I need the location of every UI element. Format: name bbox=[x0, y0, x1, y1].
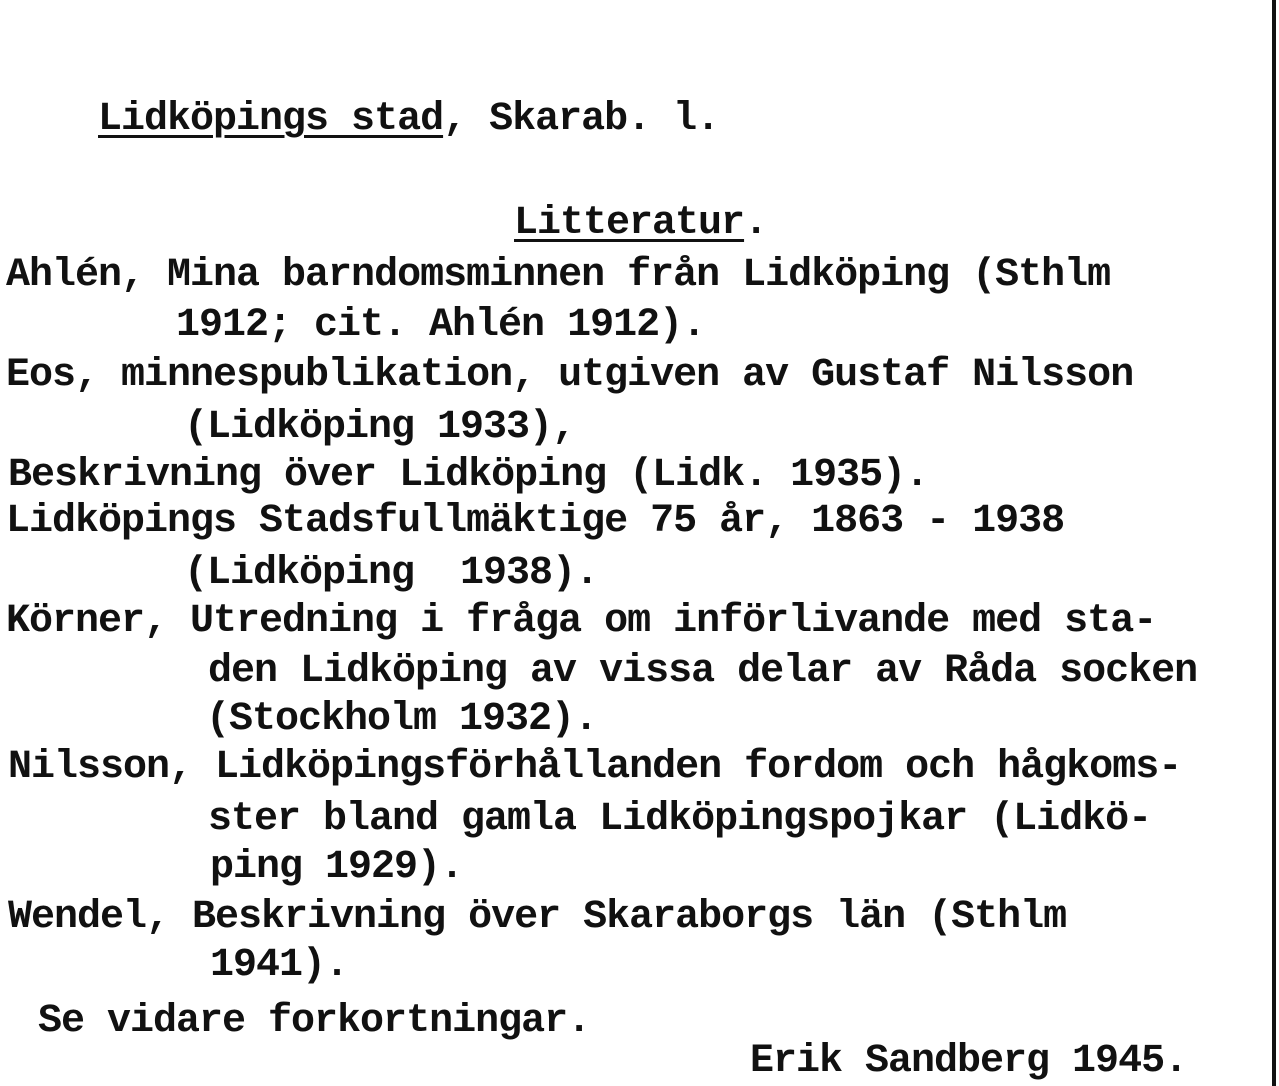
entry-line-7: (Lidköping 1938). bbox=[184, 551, 599, 596]
entry-line-11: Nilsson, Lidköpingsförhållanden fordom och hågkoms- bbox=[8, 745, 1182, 790]
entry-line-16: Se vidare forkortningar. bbox=[38, 999, 591, 1044]
entry-line-6: Lidköpings Stadsfullmäktige 75 år, 1863 - 1938 bbox=[6, 499, 1065, 544]
region-name: , Skarab. l. bbox=[443, 97, 720, 142]
entry-line-4: (Lidköping 1933), bbox=[184, 405, 576, 450]
entry-line-2: 1912; cit. Ahlén 1912). bbox=[176, 303, 706, 348]
entry-line-12: ster bland gamla Lidköpingspojkar (Lidkö- bbox=[208, 797, 1152, 842]
entry-line-3: Eos, minnespublikation, utgiven av Gustaf Nilsson bbox=[6, 353, 1134, 398]
entry-line-8: Körner, Utredning i fråga om införlivande med sta- bbox=[6, 599, 1157, 644]
entry-line-15: 1941). bbox=[210, 943, 349, 988]
heading-text: Litteratur bbox=[514, 201, 745, 246]
card-right-edge bbox=[1272, 0, 1276, 1086]
entry-line-13: ping 1929). bbox=[210, 845, 464, 890]
entry-line-14: Wendel, Beskrivning över Skaraborgs län (Sthlm bbox=[8, 895, 1067, 940]
entry-line-10: (Stockholm 1932). bbox=[206, 697, 598, 742]
entry-line-1: Ahlén, Mina barndomsminnen från Lidköping (Sthlm bbox=[6, 253, 1111, 298]
heading-suffix: . bbox=[744, 201, 768, 246]
entry-line-5: Beskrivning över Lidköping (Lidk. 1935). bbox=[8, 453, 929, 498]
place-name: Lidköpings stad bbox=[98, 97, 444, 142]
signature: Erik Sandberg 1945. bbox=[750, 1039, 1188, 1084]
entry-line-9: den Lidköping av vissa delar av Råda socken bbox=[208, 649, 1198, 694]
